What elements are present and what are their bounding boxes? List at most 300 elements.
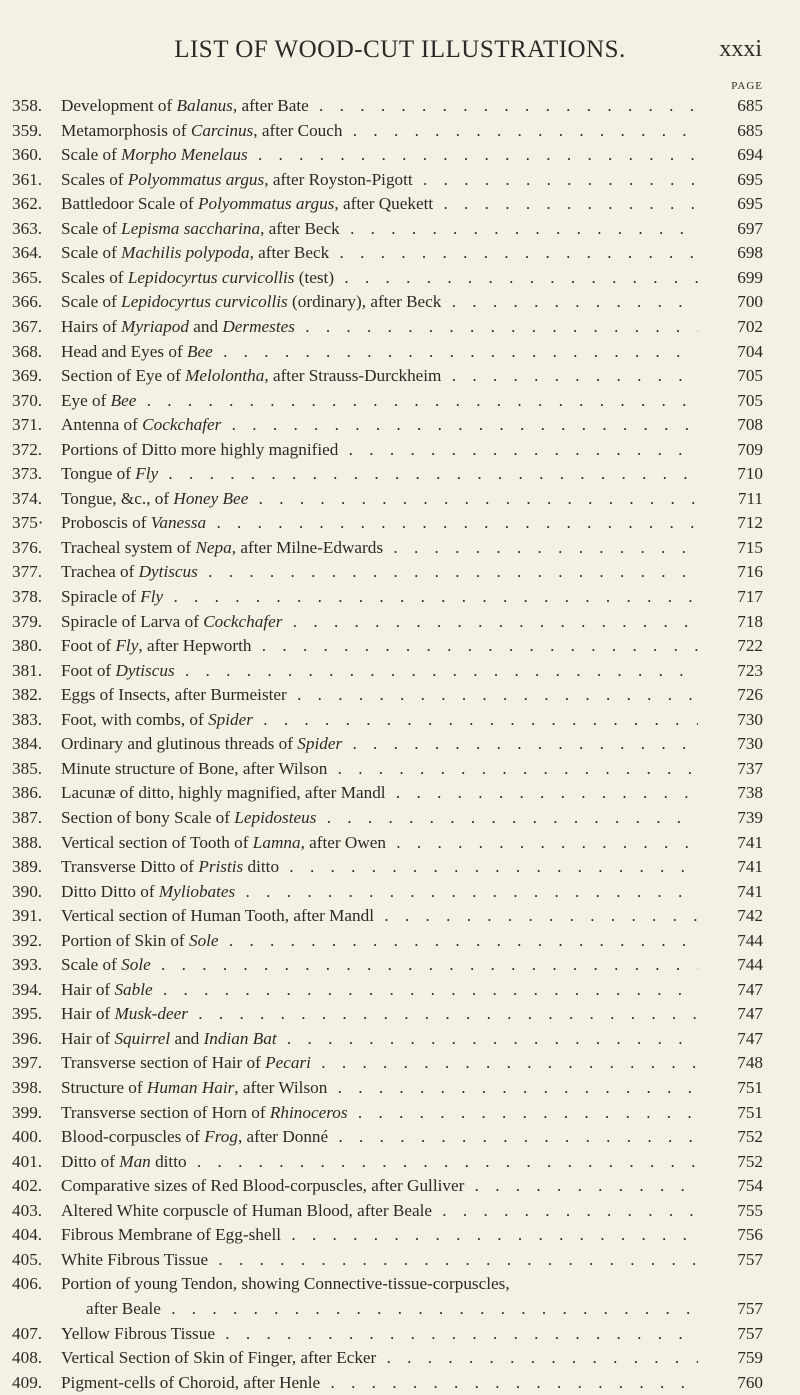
entry-page: 697 — [737, 218, 763, 238]
entry-title-part: Hair of — [61, 1028, 115, 1048]
entry-number: 400. — [12, 1127, 43, 1147]
list-item — [0, 560, 800, 584]
entry-title-part: Tracheal system of — [61, 537, 196, 557]
entry-title-part: ditto — [243, 857, 280, 877]
entry-title-italic: Cockchafer — [203, 611, 283, 631]
entry-page: 757 — [737, 1249, 763, 1269]
entry-title-part: Transverse section of Horn of — [61, 1102, 270, 1122]
entry-title — [61, 290, 698, 314]
entry-title-part: Hairs of — [61, 316, 122, 336]
list-item — [0, 1223, 800, 1247]
entry-title-italic: Polyommatus argus — [127, 169, 265, 189]
list-item — [0, 462, 800, 486]
entry-title — [61, 732, 698, 756]
list-item — [0, 1322, 800, 1346]
entry-number: 363. — [12, 218, 43, 238]
entry-title — [61, 340, 698, 364]
entry-title-italic: Morpho Menelaus — [121, 145, 248, 165]
entry-page: 742 — [737, 906, 763, 926]
entry-page: 738 — [737, 783, 763, 803]
entry-title-part: Proboscis of — [61, 513, 151, 533]
entry-page: 711 — [737, 488, 763, 508]
list-item — [0, 487, 800, 511]
entry-number: 386. — [12, 783, 43, 803]
entry-number: 370. — [12, 390, 43, 410]
entry-title-italic: Sable — [114, 979, 153, 999]
entry-title-italic: Sole — [121, 955, 151, 975]
entry-number: 388. — [12, 832, 43, 852]
page-column-label: PAGE — [731, 80, 763, 92]
page-number: xxxi — [719, 36, 762, 62]
entry-page: 730 — [737, 734, 763, 754]
entry-page: 744 — [737, 930, 763, 950]
entry-title — [61, 1272, 770, 1296]
entry-title — [61, 757, 698, 781]
entry-number: 365. — [12, 267, 43, 287]
entry-page: 741 — [737, 857, 763, 877]
entry-title — [61, 1199, 698, 1223]
list-item — [0, 929, 800, 953]
entry-number: 385. — [12, 758, 43, 778]
entry-number: 362. — [12, 194, 43, 214]
entry-title-italic: Melolontha — [185, 366, 265, 386]
list-item — [0, 413, 800, 437]
entry-title-part: Pigment-cells of Choroid, after Henle — [61, 1372, 321, 1392]
entry-title-part: Scales of — [61, 267, 128, 287]
entry-title — [61, 315, 698, 339]
entry-title — [61, 217, 698, 241]
entry-title-italic: Honey Bee — [173, 488, 249, 508]
entry-number: 402. — [12, 1176, 43, 1196]
entry-title — [61, 904, 698, 928]
entry-title — [61, 1076, 698, 1100]
entry-title — [61, 438, 698, 462]
entry-page: 747 — [737, 1004, 763, 1024]
entry-title-part: Transverse section of Hair of — [61, 1053, 266, 1073]
entry-number: 398. — [12, 1078, 43, 1097]
entry-title-part: after Beale — [86, 1298, 161, 1318]
entry-page: 699 — [737, 267, 763, 287]
entry-title-part: , after Couch — [253, 120, 343, 140]
entry-title-part: Portions of Ditto more highly magnified — [61, 439, 339, 459]
list-item — [0, 511, 800, 535]
entry-page: 695 — [737, 194, 763, 214]
entry-title-part: Section of bony Scale of — [61, 807, 235, 827]
entry-page: 747 — [737, 1028, 763, 1048]
entry-title-italic: Balanus — [176, 96, 233, 115]
entry-number: 371. — [12, 415, 43, 435]
list-item — [0, 1051, 800, 1075]
entry-page: 752 — [737, 1151, 763, 1171]
entry-title-part: (ordinary), after Beck — [287, 292, 442, 312]
entry-title-part: , after Quekett — [334, 194, 434, 214]
entry-title-part: White Fibrous Tissue — [61, 1249, 209, 1269]
entry-title-part: Altered White corpuscle of Human Blood, after Beale — [61, 1200, 432, 1220]
entry-title-part: Eye of — [61, 390, 111, 410]
entry-number: 401. — [12, 1151, 43, 1171]
entry-page: 739 — [737, 807, 763, 827]
entry-title-italic: Dytiscus — [115, 660, 175, 680]
entry-title — [61, 978, 698, 1002]
list-item — [0, 1125, 800, 1149]
entry-title-part: Ordinary and glutinous threads of — [61, 734, 298, 754]
list-item — [0, 1002, 800, 1026]
entry-title — [61, 413, 698, 437]
list-item — [0, 94, 800, 118]
entry-title-part: ditto — [150, 1151, 187, 1171]
entry-title — [61, 143, 698, 167]
entry-title-italic: Lamna — [252, 832, 301, 852]
entry-title-italic: Myliobates — [158, 881, 236, 901]
entry-page: 756 — [737, 1225, 763, 1245]
entry-number: 379. — [12, 611, 43, 631]
entry-title — [61, 1248, 698, 1272]
entry-number: 405. — [12, 1249, 43, 1269]
entry-page: 694 — [737, 145, 763, 165]
entry-title-italic: Frog — [204, 1127, 238, 1147]
entry-number: 406. — [12, 1274, 43, 1294]
entry-page: 737 — [737, 758, 763, 778]
entry-title-part: , after Milne-Edwards — [231, 537, 384, 557]
entry-page: 718 — [737, 611, 763, 631]
list-item — [0, 1297, 800, 1321]
entry-title-italic: Lepisma saccharina — [121, 218, 261, 238]
entry-title-italic: Fly — [140, 587, 164, 606]
list-item — [0, 119, 800, 143]
list-item — [0, 781, 800, 805]
entry-title-part: Vertical section of Tooth of — [61, 832, 253, 852]
entry-title — [61, 536, 698, 560]
entry-number: 409. — [12, 1372, 43, 1392]
entry-title-italic: Carcinus — [190, 120, 254, 140]
entry-title-part: Structure of — [61, 1078, 147, 1097]
entry-title-part: Scale of — [61, 292, 122, 312]
list-item — [0, 634, 800, 658]
entry-page: 705 — [737, 390, 763, 410]
entry-title-part: , after Donné — [237, 1127, 329, 1147]
entry-number: 369. — [12, 366, 43, 386]
entry-title-part: Antenna of — [61, 415, 143, 435]
entry-title-italic: Squirrel — [114, 1028, 171, 1048]
page-title: LIST OF WOOD-CUT ILLUSTRATIONS. — [174, 36, 626, 63]
entry-title-italic: Fly — [135, 464, 159, 484]
entry-title-part: Foot of — [61, 660, 116, 680]
entry-number: 368. — [12, 341, 43, 361]
entry-title — [61, 511, 698, 535]
entry-title — [61, 585, 698, 609]
entry-title — [61, 94, 698, 118]
entry-number: 404. — [12, 1225, 43, 1245]
entry-number: 392. — [12, 930, 43, 950]
entry-number: 359. — [12, 120, 43, 140]
entry-page: 685 — [737, 120, 763, 140]
entry-title-italic: Dermestes — [222, 316, 295, 336]
list-item — [0, 585, 800, 609]
entry-title-italic: Vanessa — [150, 513, 207, 533]
entry-title-italic: Sole — [188, 930, 219, 950]
entry-title-part: Scales of — [61, 169, 128, 189]
entry-number: 380. — [12, 636, 43, 656]
entry-title — [61, 389, 698, 413]
entry-title-part: and — [170, 1028, 204, 1048]
entry-title-italic: Man — [119, 1151, 151, 1171]
entry-title-italic: Lepidosteus — [234, 807, 317, 827]
entry-title — [86, 1297, 698, 1321]
entry-title-italic: Pristis — [198, 857, 244, 877]
entry-title — [61, 610, 698, 634]
entry-page: 723 — [737, 660, 763, 680]
entry-number: 403. — [12, 1200, 43, 1220]
entry-title — [61, 855, 698, 879]
entry-number: 390. — [12, 881, 43, 901]
entry-page: 709 — [737, 439, 763, 459]
list-item — [0, 708, 800, 732]
entry-page: 700 — [737, 292, 763, 312]
entry-title-part: Vertical Section of Skin of Finger, after Ecker — [61, 1348, 377, 1368]
list-item — [0, 1076, 800, 1100]
entry-number: 377. — [12, 562, 43, 582]
list-item — [0, 1272, 800, 1296]
entry-title-italic: Bee — [110, 390, 137, 410]
entry-title — [61, 119, 698, 143]
entry-title — [61, 929, 698, 953]
list-item — [0, 192, 800, 216]
entry-title-part: Foot of — [61, 636, 116, 656]
entry-number: 374. — [12, 488, 43, 508]
entry-title — [61, 1002, 698, 1026]
entry-title-part: Blood-corpuscles of — [61, 1127, 205, 1147]
list-item — [0, 168, 800, 192]
entry-page: 722 — [737, 636, 763, 656]
entry-title-part: Ditto of — [61, 1151, 120, 1171]
list-item — [0, 266, 800, 290]
entry-title-part: Spiracle of — [61, 587, 141, 606]
entry-title-part: Ditto Ditto of — [61, 881, 159, 901]
entry-title-part: Fibrous Membrane of Egg-shell — [61, 1225, 282, 1245]
entry-number: 372. — [12, 439, 43, 459]
entry-title — [61, 634, 698, 658]
entry-title-part: Eggs of Insects, after Burmeister — [61, 685, 287, 705]
entry-page: 759 — [737, 1348, 763, 1368]
entry-title-part: Yellow Fibrous Tissue — [61, 1323, 215, 1343]
entry-number: 376. — [12, 537, 43, 557]
entry-number: 399. — [12, 1102, 43, 1122]
entry-title-part: Hair of — [61, 1004, 115, 1024]
entry-number: 384. — [12, 734, 43, 754]
entry-title — [61, 560, 698, 584]
entry-page: 752 — [737, 1127, 763, 1147]
list-item — [0, 290, 800, 314]
entry-title-italic: Pecari — [265, 1053, 311, 1073]
entry-title-part: and — [188, 316, 223, 336]
list-item — [0, 389, 800, 413]
list-item — [0, 1248, 800, 1272]
list-item — [0, 855, 800, 879]
entry-number: 383. — [12, 709, 43, 729]
entry-title-part: Portion of Skin of — [61, 930, 189, 950]
entry-title-italic: Lepidocyrtus curvicollis — [121, 292, 288, 312]
entry-title — [61, 1125, 698, 1149]
entry-page: 730 — [737, 709, 763, 729]
list-item — [0, 1371, 800, 1395]
entry-number: 396. — [12, 1028, 43, 1048]
entry-title-part: , after Owen — [300, 832, 386, 852]
list-item — [0, 143, 800, 167]
entry-number: 387. — [12, 807, 43, 827]
list-item — [0, 1150, 800, 1174]
list-item — [0, 536, 800, 560]
entry-page: 702 — [737, 316, 763, 336]
entry-number: 382. — [12, 685, 43, 705]
entry-title — [61, 953, 698, 977]
entry-number: 375· — [12, 513, 44, 533]
entry-title-italic: Spider — [297, 734, 343, 754]
entry-title — [61, 241, 698, 265]
entry-title-part: Battledoor Scale of — [61, 194, 198, 214]
entry-page: 748 — [737, 1053, 763, 1073]
entry-title-part: Trachea of — [61, 562, 139, 582]
entry-title-italic: Indian Bat — [203, 1028, 277, 1048]
entry-number: 394. — [12, 979, 43, 999]
entry-page: 708 — [737, 415, 763, 435]
entry-page: 751 — [737, 1078, 763, 1097]
list-item — [0, 340, 800, 364]
entry-number: 389. — [12, 857, 43, 877]
entry-title-part: , after Beck — [260, 218, 340, 238]
list-item — [0, 438, 800, 462]
entry-title — [61, 168, 698, 192]
entry-number: 391. — [12, 906, 43, 926]
entry-title — [61, 1150, 698, 1174]
entry-page: 754 — [737, 1176, 763, 1196]
entry-title — [61, 364, 698, 388]
entry-title-part: Vertical section of Human Tooth, after Mandl — [61, 906, 375, 926]
entry-title — [61, 831, 698, 855]
entry-page: 757 — [737, 1323, 763, 1343]
entry-page: 747 — [737, 979, 763, 999]
entry-page: 704 — [737, 341, 763, 361]
entry-title — [61, 1027, 698, 1051]
entry-page: 760 — [737, 1372, 763, 1392]
entry-number: 408. — [12, 1348, 43, 1368]
entry-title-italic: Musk-deer — [114, 1004, 188, 1024]
entry-page: 755 — [737, 1200, 763, 1220]
entry-title — [61, 683, 698, 707]
entry-number: 378. — [12, 587, 43, 606]
entry-number: 358. — [12, 96, 43, 115]
entry-title-part: Comparative sizes of Red Blood-corpuscles, after Gulliver — [61, 1176, 465, 1196]
entry-title — [61, 1346, 698, 1370]
entry-title — [61, 806, 698, 830]
entry-number: 367. — [12, 316, 43, 336]
entry-number: 395. — [12, 1004, 43, 1024]
entry-page: 715 — [737, 537, 763, 557]
list-item — [0, 732, 800, 756]
entry-title-part: Scale of — [61, 145, 122, 165]
list-item — [0, 978, 800, 1002]
entry-title-italic: Myriapod — [121, 316, 189, 336]
entry-title-part: Scale of — [61, 218, 122, 238]
entry-page: 744 — [737, 955, 763, 975]
entry-title-part: , after Royston-Pigott — [264, 169, 413, 189]
entry-page: 698 — [737, 243, 763, 263]
entry-title-part: (test) — [294, 267, 335, 287]
entry-number: 407. — [12, 1323, 43, 1343]
entry-title — [61, 1322, 698, 1346]
entry-page: 705 — [737, 366, 763, 386]
list-item — [0, 315, 800, 339]
entry-page: 751 — [737, 1102, 763, 1122]
list-item — [0, 1174, 800, 1198]
entry-title-italic: Nepa — [195, 537, 232, 557]
entry-title-italic: Human Hair — [146, 1078, 235, 1097]
entry-title-italic: Rhinoceros — [269, 1102, 348, 1122]
list-item — [0, 904, 800, 928]
entry-title-part: , after Hepworth — [138, 636, 252, 656]
list-item — [0, 364, 800, 388]
list-item — [0, 659, 800, 683]
entry-title-part: Portion of young Tendon, showing Connective-tissue-corpuscles, — [61, 1274, 510, 1294]
entry-title-part: Development of — [61, 96, 177, 115]
entry-title-part: Lacunæ of ditto, highly magnified, after Mandl — [61, 783, 386, 803]
entry-page: 757 — [737, 1298, 763, 1318]
entry-title-italic: Lepidocyrtus curvicollis — [127, 267, 295, 287]
entry-title — [61, 487, 698, 511]
entry-title-italic: Polyommatus argus — [197, 194, 335, 214]
entry-title-part: Scale of — [61, 955, 122, 975]
entry-title-part: Tongue of — [61, 464, 136, 484]
entry-title-italic: Bee — [187, 341, 213, 361]
entry-title-part: , after Strauss-Durckheim — [264, 366, 442, 386]
entry-title-italic: Spider — [208, 709, 253, 729]
entry-number: 397. — [12, 1053, 43, 1073]
entry-page: 741 — [737, 832, 763, 852]
entry-number: 366. — [12, 292, 43, 312]
list-item — [0, 1101, 800, 1125]
entry-title-part: Tongue, &c., of — [61, 488, 174, 508]
entry-page: 717 — [737, 587, 763, 606]
entry-number: 360. — [12, 145, 43, 165]
list-item — [0, 683, 800, 707]
entry-title-part: Metamorphosis of — [61, 120, 191, 140]
list-item — [0, 1346, 800, 1370]
entry-page: 695 — [737, 169, 763, 189]
entry-title — [61, 192, 698, 216]
list-item — [0, 1199, 800, 1223]
entry-title-part: Spiracle of Larva of — [61, 611, 204, 631]
entry-title — [61, 708, 698, 732]
entry-title — [61, 1223, 698, 1247]
list-item — [0, 610, 800, 634]
entry-title-italic: Fly — [115, 636, 139, 656]
entry-title-part: Transverse Ditto of — [61, 857, 199, 877]
entry-title-part: Scale of — [61, 243, 122, 263]
entry-title-italic: Cockchafer — [142, 415, 222, 435]
entry-title-part: Section of Eye of — [61, 366, 186, 386]
entry-title-part: , after Beck — [249, 243, 330, 263]
entry-page: 712 — [737, 513, 763, 533]
entry-title — [61, 266, 698, 290]
entry-title — [61, 1371, 698, 1395]
entry-title — [61, 1101, 698, 1125]
entry-number: 373. — [12, 464, 43, 484]
entry-title-italic: Dytiscus — [138, 562, 198, 582]
entry-page: 726 — [737, 685, 763, 705]
list-item — [0, 953, 800, 977]
entry-title — [61, 659, 698, 683]
entry-number: 381. — [12, 660, 43, 680]
entry-title-part: Hair of — [61, 979, 115, 999]
